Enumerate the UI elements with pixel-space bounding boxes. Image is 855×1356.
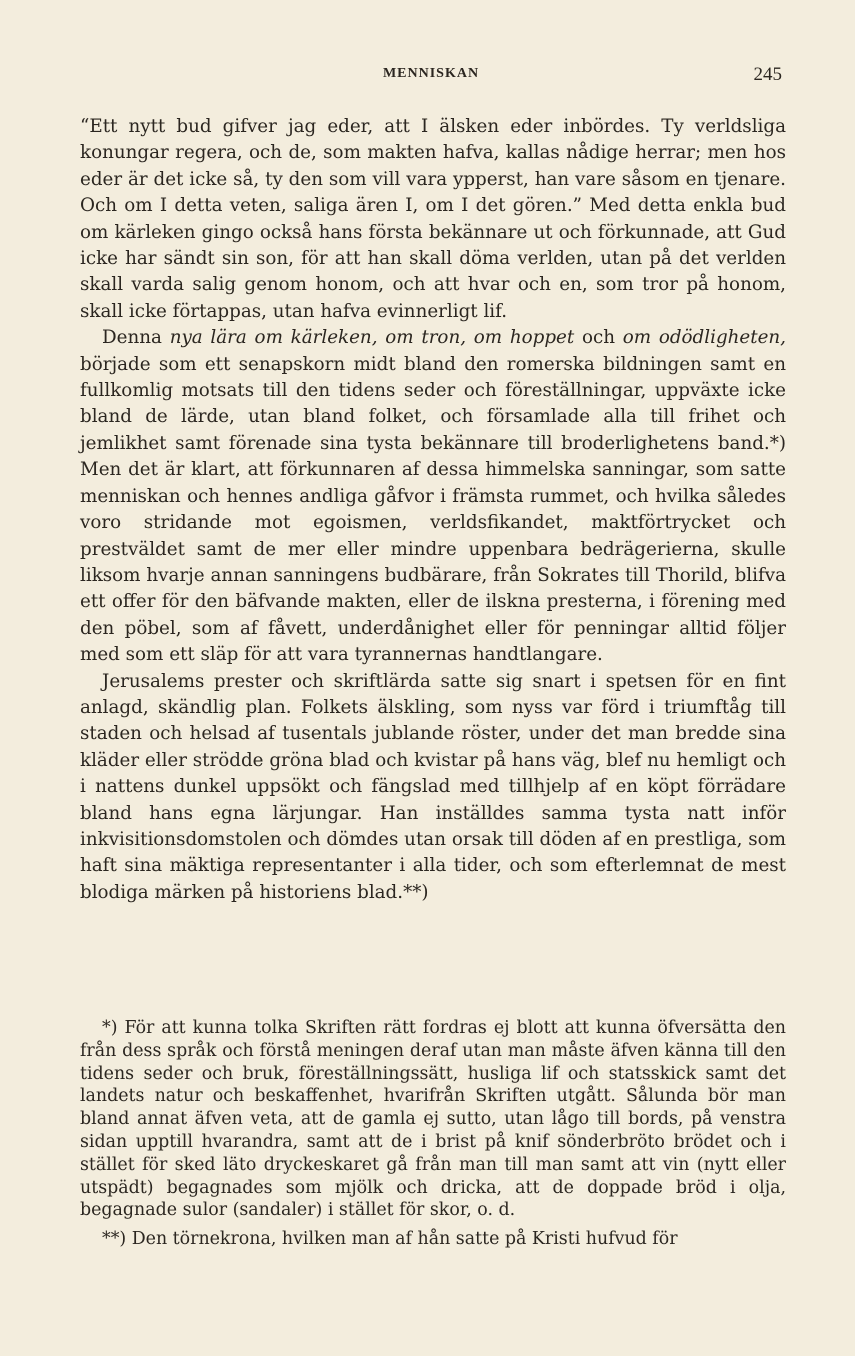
p2-mid: och xyxy=(581,327,615,349)
running-title: MENNISKAN xyxy=(382,66,480,81)
p2-emphasis-faith: om tron, xyxy=(385,327,467,349)
footnotes xyxy=(80,1017,786,1251)
paragraph-1: “Ett nytt bud gifver jag eder, att I älsken eder inbördes. Ty verldsliga konungar regera, och de, som makten hafva, kallas nådige herrar; men hos eder är det icke så, ty den som vill vara ypperst, han vare såsom en tjenare. Och om I detta veten, saliga ären I, om I det gören.” Med detta enkla bud om kärleken gingo också hans första bekännare ut och förkunnade, att Gud icke har sändt sin son, för att han skall döma verlden, utan på det verlden skall varda salig genom honom, och att hvar och en, som tror på honom, skall icke förtappas, utan hafva evinnerligt lif. xyxy=(80,116,786,322)
running-head xyxy=(80,66,782,88)
p2-emphasis-love: nya lära om kärleken, xyxy=(169,327,378,349)
paragraph-3: Jerusalems prester och skriftlärda satte sig snart i spetsen för en fint anlagd, skändlig plan. Folkets älskling, som nyss var förd i triumftåg till staden och helsad af tusentals jublande röster, under det man bredde sina kläder eller strödde gröna blad och kvistar på hans väg, blef nu hemligt och i nattens dunkel uppsökt och fängslad med tillhjelp af en köpt förrädare bland hans egna lärjungar. Han inställdes samma tysta natt inför inkvisitionsdomstolen och dömdes utan orsak till döden af en prestliga, som haft sina mäktiga representanter i alla tider, och som efterlemnat de mest blodiga märken på historiens blad.**) xyxy=(80,670,786,903)
p2-emphasis-hope: om hoppet xyxy=(473,327,575,349)
footnote-1: *) För att kunna tolka Skriften rätt fordras ej blott att kunna öfversätta den från dess språk och förstå meningen deraf utan man måste äfven känna till den tidens seder och bruk, föreställningssätt, husliga lif och statsskick samt det landets natur och beskaffenhet, hvarifrån Skriften utgått. Sålunda bör man bland annat äfven veta, att de gamla ej sutto, utan lågo till bords, på venstra sidan upptill hvarandra, samt att de i brist på knif sönderbröto brödet och i stället för sked läto dryckeskaret gå från man till man samt att vin (nytt eller utspädt) begagnades som mjölk och dricka, att de doppade bröd i olja, begagnade sulor (sandaler) i stället för skor, o. d. xyxy=(80,1018,786,1221)
body-text xyxy=(80,114,786,906)
p2-text: började som ett senapskorn midt bland den romerska bildningen samt en fullkomlig motsats till den tidens seder och föreställningar, uppväxte icke bland de lärde, utan bland folket, och församlade alla till frihet och jemlikhet samt förenade sina tysta bekännare till broderlighetens band.*) Men det är klart, att förkunnaren af dessa himmelska sanningar, som satte menniskan och hennes andliga gåfvor i främsta rummet, och hvilka således voro stridande mot egoismen, verldsfikandet, maktförtrycket och prestväldet samt de mer eller mindre uppenbara bedrägerierna, skulle liksom hvarje annan sanningens budbärare, från Sokrates till Thorild, blifva ett offer för den bäfvande makten, eller de ilskna presterna, i förening med den pöbel, som af fåvett, underdånighet eller för penningar alltid följer med som ett släp för att vara tyrannernas handtlangare. xyxy=(80,353,786,666)
footnote-2: **) Den törnekrona, hvilken man af hån satte på Kristi hufvud för xyxy=(102,1229,678,1250)
p2-emphasis-immortality: om odödligheten, xyxy=(622,327,786,349)
p2-lead: Denna xyxy=(102,327,162,349)
page-number: 245 xyxy=(753,64,782,85)
paragraph-2 xyxy=(80,325,786,668)
